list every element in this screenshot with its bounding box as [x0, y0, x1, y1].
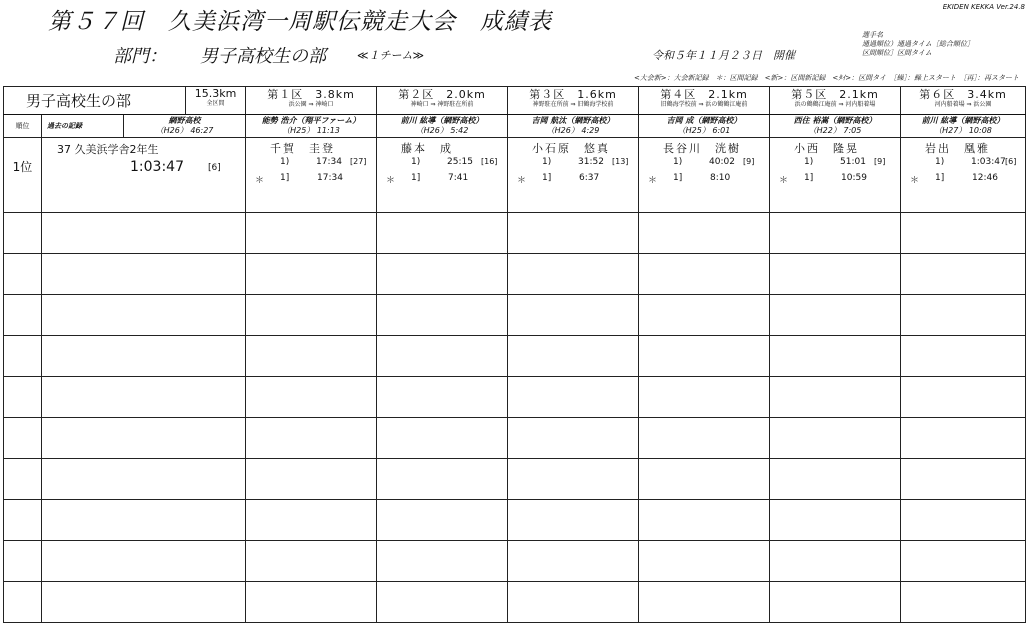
empty-cell — [639, 541, 770, 582]
division-name: 男子高校生の部 — [200, 46, 326, 67]
empty-row — [4, 295, 1026, 336]
empty-cell — [508, 582, 639, 623]
record-holder: 西住 裕嵩（網野高校） — [793, 116, 877, 125]
empty-cell — [246, 541, 377, 582]
leg-cell — [377, 138, 508, 213]
results-table — [3, 86, 1026, 623]
section-route: 浜公園 ⇒ 神崎口 — [288, 101, 334, 108]
section-rank: 1] — [935, 173, 945, 183]
section-label: 第６区 3.4km — [919, 88, 1007, 101]
total-distance: 15.3km — [194, 87, 237, 100]
empty-row — [4, 336, 1026, 377]
record-holder: 吉岡 成（網野高校） — [666, 116, 742, 125]
empty-cell — [4, 336, 42, 377]
pass-overall: [16] — [481, 157, 498, 166]
record-time: （H26） 4:29 — [546, 126, 600, 135]
empty-cell — [246, 295, 377, 336]
section-header — [901, 87, 1026, 115]
empty-cell — [508, 295, 639, 336]
runner-name: 長谷川 洸樹 — [663, 142, 741, 155]
runner-name: 小西 隆晃 — [794, 142, 859, 155]
team-count: ≪１チーム≫ — [357, 49, 425, 62]
section-header — [770, 87, 901, 115]
total-distance-sub: 全区間 — [206, 100, 225, 107]
section-route: 神野駐在所前 ⇒ 旧鶴海学校前 — [532, 101, 614, 108]
pass-time: 40:02 — [709, 157, 735, 167]
empty-cell — [901, 254, 1026, 295]
empty-cell — [508, 213, 639, 254]
pass-time: 31:52 — [578, 157, 604, 167]
section-header — [508, 87, 639, 115]
empty-cell — [770, 541, 901, 582]
section-time: 10:59 — [841, 173, 867, 183]
section-label: 第４区 2.1km — [660, 88, 748, 101]
record-mark: ＊ — [255, 176, 265, 186]
past-record-header: 過去の記録 — [42, 115, 124, 138]
empty-cell — [770, 295, 901, 336]
record-holder: 網野高校 — [168, 116, 201, 125]
section-time: 17:34 — [317, 173, 343, 183]
empty-cell — [377, 541, 508, 582]
team-row — [4, 138, 1026, 213]
pass-overall: [9] — [874, 157, 886, 166]
empty-cell — [246, 582, 377, 623]
legend-line: 通過順位）通過タイム［総合順位］ — [862, 40, 974, 48]
empty-cell — [639, 213, 770, 254]
section-record-cell — [508, 115, 639, 138]
empty-cell — [246, 336, 377, 377]
empty-cell — [42, 459, 246, 500]
empty-cell — [901, 295, 1026, 336]
empty-cell — [246, 459, 377, 500]
empty-cell — [770, 459, 901, 500]
section-header — [246, 87, 377, 115]
empty-cell — [4, 377, 42, 418]
section-route: 神崎口 ⇒ 神野駐在所前 — [410, 101, 474, 108]
empty-cell — [42, 254, 246, 295]
pass-rank: 1) — [542, 157, 552, 167]
empty-row — [4, 418, 1026, 459]
record-holder: 能勢 浩介（翔平ファーム） — [261, 116, 361, 125]
section-time: 12:46 — [972, 173, 998, 183]
header-row — [4, 87, 1026, 115]
runner-name: 岩出 凰雅 — [925, 142, 990, 155]
empty-cell — [770, 377, 901, 418]
section-rank: 1] — [542, 173, 552, 183]
record-time: （H25） 6:01 — [677, 126, 731, 135]
empty-cell — [377, 459, 508, 500]
empty-cell — [377, 582, 508, 623]
empty-cell — [4, 254, 42, 295]
pass-overall: [9] — [743, 157, 755, 166]
legend-line: 選手名 — [862, 31, 883, 39]
empty-cell — [508, 336, 639, 377]
empty-cell — [770, 500, 901, 541]
pass-time: 1:03:47 — [971, 157, 1006, 167]
team-rank-cell: 1位 — [4, 138, 42, 213]
record-mark: ＊ — [648, 176, 658, 186]
runner-name: 小石原 悠真 — [532, 142, 610, 155]
empty-cell — [639, 254, 770, 295]
empty-cell — [639, 336, 770, 377]
pass-time: 17:34 — [316, 157, 342, 167]
pass-rank: 1) — [804, 157, 814, 167]
empty-cell — [639, 459, 770, 500]
empty-cell — [246, 213, 377, 254]
section-record-cell — [770, 115, 901, 138]
record-time: （H22） 7:05 — [808, 126, 862, 135]
empty-cell — [42, 377, 246, 418]
empty-cell — [639, 295, 770, 336]
pass-rank: 1) — [280, 157, 290, 167]
section-record-cell — [901, 115, 1026, 138]
empty-cell — [770, 418, 901, 459]
empty-cell — [639, 500, 770, 541]
empty-cell — [377, 254, 508, 295]
record-holder: 前川 紘導（網野高校） — [921, 116, 1005, 125]
pass-time: 51:01 — [840, 157, 866, 167]
empty-cell — [4, 500, 42, 541]
empty-cell — [246, 377, 377, 418]
section-header — [377, 87, 508, 115]
legend-line: 区間順位］区間タイム — [862, 49, 932, 57]
empty-cell — [639, 418, 770, 459]
empty-row — [4, 541, 1026, 582]
empty-row — [4, 500, 1026, 541]
cell-legend — [862, 31, 974, 58]
record-time: （H26） 46:27 — [155, 126, 214, 135]
leg-cell — [901, 138, 1026, 213]
section-route: 旧鶴海学校前 ⇒ 浜の鶴鶴江庵前 — [660, 101, 748, 108]
record-holder: 前川 紘導（網野高校） — [400, 116, 484, 125]
team-total-time: 1:03:47 — [130, 159, 184, 175]
empty-row — [4, 459, 1026, 500]
empty-cell — [4, 459, 42, 500]
empty-cell — [42, 500, 246, 541]
empty-cell — [770, 336, 901, 377]
record-mark: ＊ — [386, 176, 396, 186]
section-label: 第２区 2.0km — [398, 88, 486, 101]
section-rank: 1] — [411, 173, 421, 183]
runner-name: 藤本 成 — [401, 142, 453, 155]
empty-cell — [901, 459, 1026, 500]
empty-cell — [42, 336, 246, 377]
empty-cell — [377, 418, 508, 459]
section-record-cell — [246, 115, 377, 138]
empty-cell — [42, 295, 246, 336]
pass-overall: [6] — [1005, 157, 1017, 166]
empty-cell — [901, 582, 1026, 623]
empty-cell — [4, 582, 42, 623]
division-label: 部門： — [113, 46, 167, 67]
version-label: EKIDEN KEKKA Ver.24.8 — [942, 3, 1025, 11]
record-time: （H25） 11:13 — [282, 126, 340, 135]
empty-cell — [508, 541, 639, 582]
leg-cell — [246, 138, 377, 213]
empty-cell — [770, 254, 901, 295]
empty-cell — [508, 459, 639, 500]
record-holder: 吉岡 航汰（網野高校） — [531, 116, 615, 125]
empty-cell — [901, 213, 1026, 254]
section-time: 8:10 — [710, 173, 731, 183]
empty-cell — [508, 418, 639, 459]
section-record-cell — [639, 115, 770, 138]
runner-name: 千賀 圭登 — [270, 142, 335, 155]
empty-cell — [377, 377, 508, 418]
empty-cell — [246, 500, 377, 541]
empty-cell — [42, 418, 246, 459]
pass-time: 25:15 — [447, 157, 473, 167]
empty-cell — [4, 541, 42, 582]
empty-cell — [42, 582, 246, 623]
section-rank: 1] — [673, 173, 683, 183]
empty-row — [4, 213, 1026, 254]
team-cell — [42, 138, 246, 213]
empty-cell — [42, 213, 246, 254]
empty-cell — [901, 377, 1026, 418]
empty-cell — [508, 377, 639, 418]
section-time: 6:37 — [579, 173, 600, 183]
section-label: 第５区 2.1km — [791, 88, 879, 101]
empty-cell — [770, 582, 901, 623]
division-cell: 男子高校生の部 — [4, 87, 186, 115]
pass-overall: [13] — [612, 157, 629, 166]
section-record-cell — [377, 115, 508, 138]
empty-cell — [901, 418, 1026, 459]
section-label: 第３区 1.6km — [529, 88, 617, 101]
leg-cell — [508, 138, 639, 213]
section-rank: 1] — [280, 173, 290, 183]
empty-cell — [508, 500, 639, 541]
page-title: 第５７回 久美浜湾一周駅伝競走大会 成績表 — [48, 9, 552, 35]
empty-cell — [377, 500, 508, 541]
record-row — [4, 115, 1026, 138]
pass-rank: 1) — [935, 157, 945, 167]
pass-rank: 1) — [411, 157, 421, 167]
empty-cell — [377, 213, 508, 254]
empty-cell — [508, 254, 639, 295]
record-notes: <大会新>：大会新記録 ＊：区間記録 <新>：区間新記録 <ﾀｲ>：区間タイ ［繰］：繰上スタート ［再］：再スタート — [633, 74, 1019, 82]
empty-cell — [4, 213, 42, 254]
section-route: 浜の鶴鶴江庵前 ⇒ 河内船着場 — [794, 101, 876, 108]
leg-cell — [770, 138, 901, 213]
empty-cell — [246, 418, 377, 459]
empty-row — [4, 582, 1026, 623]
total-distance-cell — [186, 87, 246, 115]
section-label: 第１区 3.8km — [267, 88, 355, 101]
team-overall-rank: [6] — [208, 163, 221, 173]
team-name: 37 久美浜学舎2年生 — [57, 143, 159, 156]
empty-cell — [42, 541, 246, 582]
section-header — [639, 87, 770, 115]
section-route: 河内船着場 ⇒ 浜公園 — [934, 101, 992, 108]
section-time: 7:41 — [448, 173, 469, 183]
rank-header: 順位 — [4, 115, 42, 138]
empty-cell — [639, 377, 770, 418]
empty-cell — [377, 336, 508, 377]
empty-cell — [770, 213, 901, 254]
section-rank: 1] — [804, 173, 814, 183]
pass-overall: [27] — [350, 157, 367, 166]
record-mark: ＊ — [517, 176, 527, 186]
empty-cell — [4, 295, 42, 336]
empty-cell — [901, 336, 1026, 377]
pass-rank: 1) — [673, 157, 683, 167]
empty-cell — [639, 582, 770, 623]
empty-cell — [377, 295, 508, 336]
empty-row — [4, 254, 1026, 295]
record-time: （H27） 10:08 — [934, 126, 992, 135]
record-time: （H26） 5:42 — [415, 126, 469, 135]
empty-cell — [901, 541, 1026, 582]
empty-cell — [4, 418, 42, 459]
empty-cell — [901, 500, 1026, 541]
empty-row — [4, 377, 1026, 418]
leg-cell — [639, 138, 770, 213]
record-mark: ＊ — [779, 176, 789, 186]
event-date: 令和５年１１月２３日 開催 — [652, 49, 795, 62]
total-record-cell — [124, 115, 246, 138]
empty-cell — [246, 254, 377, 295]
record-mark: ＊ — [910, 176, 920, 186]
